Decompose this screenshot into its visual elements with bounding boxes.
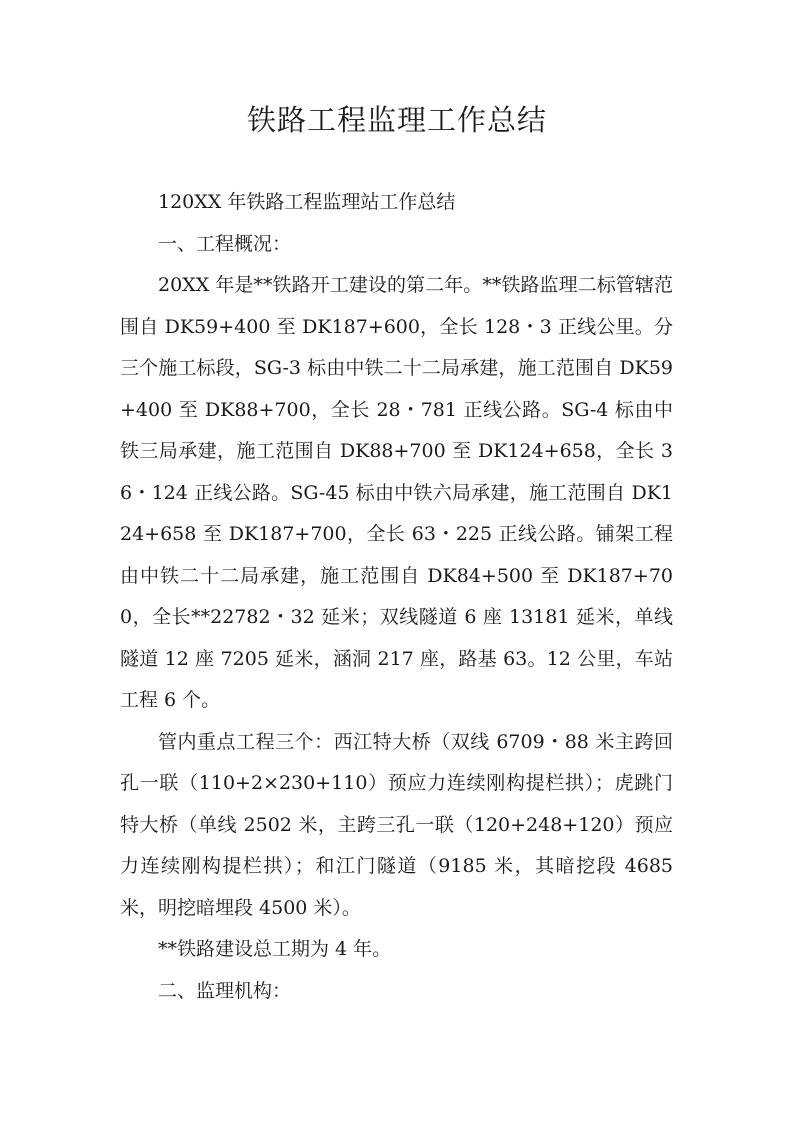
paragraph-key-projects: 管内重点工程三个：西江特大桥（双线 6709・88 米主跨回孔一联（110+2×230+110）预应力连续刚构提栏拱）；虎跳门特大桥（单线 2502 米，主跨三孔一联（120+248+120）预应力连续刚构提栏拱）；和江门隧道（9185 米，其暗挖段 4685 米，明挖暗埋段 4500 米）。 bbox=[120, 730, 673, 919]
section-heading-supervision-organization: 二、监理机构： bbox=[158, 979, 292, 1002]
paragraph-project-scope: 20XX 年是**铁路开工建设的第二年。**铁路监理二标管辖范围自 DK59+400 至 DK187+600，全长 128・3 正线公里。分三个施工标段，SG-3 标由中铁二十二局承建，施工范围自 DK59+400 至 DK88+700，全长 28・781 正线公路。SG-4 标由中铁三局承建，施工范围自 DK88+700 至 DK124+658，全长 36・124 正线公路。SG-45 标由中铁六局承建，施工范围自 DK124+658 至 DK187+700，全长 63・225 正线公路。铺架工程由中铁二十二局承建，施工范围自 DK84+500 至 DK187+700，全长**22782・32 延米；双线隧道 6 座 13181 延米，单线隧道 12 座 7205 延米，涵洞 217 座，路基 63。12 公里，车站工程 6 个。 bbox=[120, 274, 673, 711]
document-body bbox=[120, 182, 673, 1012]
paragraph-construction-period: **铁路建设总工期为 4 年。 bbox=[158, 938, 392, 960]
section-heading-project-overview: 一、工程概况： bbox=[158, 232, 292, 255]
document-title: 铁路工程监理工作总结 bbox=[246, 103, 547, 137]
subtitle-paragraph: 120XX 年铁路工程监理站工作总结 bbox=[158, 191, 456, 213]
